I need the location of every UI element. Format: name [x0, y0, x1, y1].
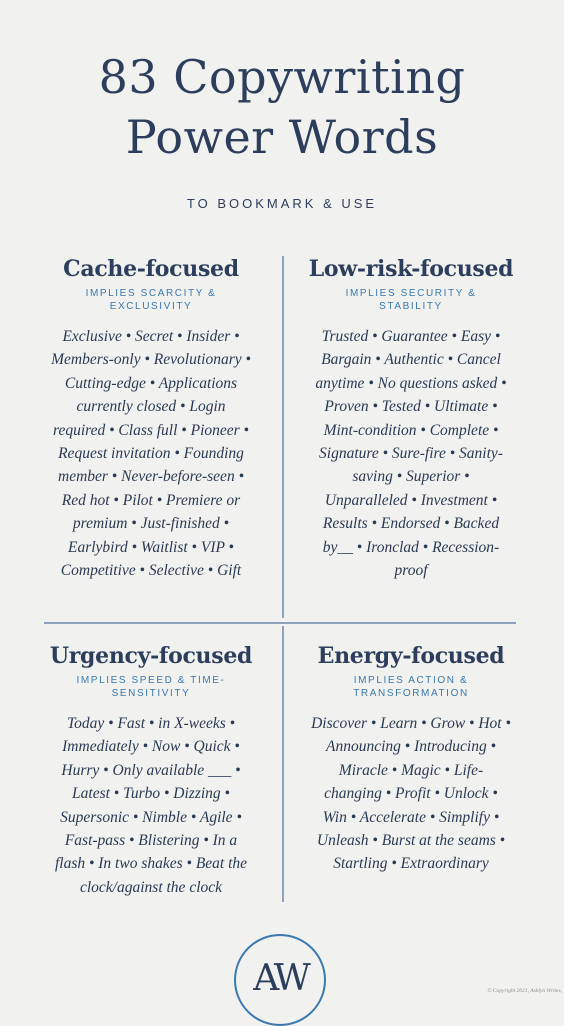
brand-logo-monogram: AW — [253, 958, 307, 999]
quadrant-word-list: Today • Fast • in X-weeks • Immediately • Now • Quick • Hurry • Only available ___ • Latest • Turbo • Dizzing • Supersonic • Nimble • Agile • Fast-pass • Blistering • In a flash • In two shakes • Beat the clock/against the clock — [54, 715, 248, 896]
quadrant-heading: Cache-focused — [63, 256, 239, 282]
quadrant-energy-focused — [295, 641, 527, 876]
vertical-divider-top — [282, 256, 284, 618]
page-title-line-2: Power Words — [125, 110, 439, 164]
quadrant-word-list: Trusted • Guarantee • Easy • Bargain • Authentic • Cancel anytime • No questions asked • Proven • Tested • Ultimate • Mint-condition • Complete • Signature • Sure-fire • Sanity-saving • Superior • Unparalleled • Investment • Results • Endorsed • Backed by__ • Ironclad • Recession-proof — [315, 328, 507, 580]
page-title-line-1: 83 Copywriting — [98, 50, 466, 104]
quadrant-subheading: IMPLIES SPEED & TIME-SENSITIVITY — [76, 675, 226, 699]
page-subtitle: TO BOOKMARK & USE — [186, 196, 378, 211]
quadrant-heading: Urgency-focused — [49, 643, 253, 669]
quadrant-heading: Energy-focused — [317, 643, 505, 669]
vertical-divider-bottom — [282, 626, 284, 902]
horizontal-divider — [44, 622, 516, 624]
quadrant-heading: Low-risk-focused — [308, 256, 514, 282]
quadrant-low-risk-focused — [295, 254, 527, 582]
brand-logo — [234, 934, 326, 1026]
quadrant-cache-focused — [35, 254, 267, 582]
quadrant-subheading: IMPLIES SCARCITY & EXCLUSIVITY — [85, 288, 217, 312]
quadrant-subheading: IMPLIES ACTION & TRANSFORMATION — [353, 675, 469, 699]
quadrant-word-list: Discover • Learn • Grow • Hot • Announcing • Introducing • Miracle • Magic • Life-changing • Profit • Unlock • Win • Accelerate • Simplify • Unleash • Burst at the seams • Startling • Extraordinary — [311, 715, 511, 873]
quadrant-word-list: Exclusive • Secret • Insider • Members-only • Revolutionary • Cutting-edge • Applications currently closed • Login required • Class full • Pioneer • Request invitation • Founding member • Never-before-seen • Red hot • Pilot • Premiere or premium • Just-finished • Earlybird • Waitlist • VIP • Competitive • Selective • Gift — [51, 328, 251, 580]
quadrant-urgency-focused — [35, 641, 267, 899]
quadrant-subheading: IMPLIES SECURITY & STABILITY — [345, 288, 477, 312]
copyright-notice: © Copyright 2021, Ashlyn Writes, — [487, 988, 562, 994]
